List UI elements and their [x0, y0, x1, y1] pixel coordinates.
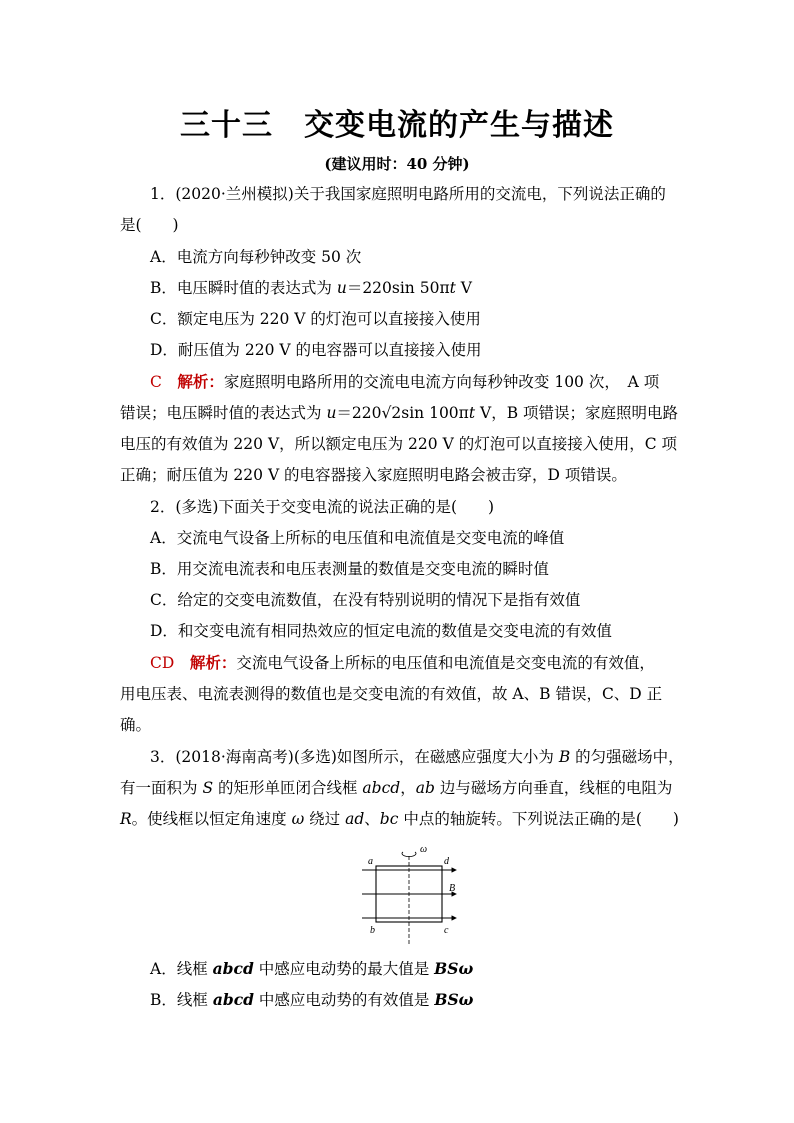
figure-label-omega: ω	[420, 844, 428, 855]
figure-label-a: a	[368, 856, 373, 867]
q2-analysis-label: 解析：	[189, 653, 237, 672]
q3-option-a: A．线框 abcd 中感应电动势的最大值是 BSω	[150, 959, 474, 978]
q1-analysis-line-1: C 解析：家庭照明电路所用的交流电电流方向每秒钟改变 100 次， A 项	[150, 372, 660, 391]
q1-stem-line-2: 是( )	[120, 216, 179, 234]
q2-option-d: D．和交变电流有相同热效应的恒定电流的数值是交变电流的有效值	[150, 622, 612, 640]
q2-option-b: B．用交流电流表和电压表测量的数值是交变电流的瞬时值	[150, 560, 549, 578]
q2-analysis-line-1: CD 解析：交流电气设备上所标的电压值和电流值是交变电流的有效值，	[150, 653, 655, 672]
q1-option-a: A．电流方向每秒钟改变 50 次	[150, 248, 362, 266]
q2-option-c: C．给定的交变电流数值，在没有特别说明的情况下是指有效值	[150, 591, 581, 609]
q1-analysis-line-2: 错误；电压瞬时值的表达式为 u＝220√2sin 100πt V，B 项错误；家庭照明电路	[120, 404, 679, 422]
q2-analysis-line-2: 用电压表、电流表测得的数值也是交变电流的有效值，故 A、B 错误，C、D 正	[120, 685, 663, 703]
q1-option-c: C．额定电压为 220 V 的灯泡可以直接接入使用	[150, 310, 481, 328]
q1-option-b: B．电压瞬时值的表达式为 u＝220sin 50πt V	[150, 279, 472, 297]
q1-analysis-line-3: 电压的有效值为 220 V，所以额定电压为 220 V 的灯泡可以直接接入使用，C 项	[120, 435, 677, 453]
q1-option-d: D．耐压值为 220 V 的电容器可以直接接入使用	[150, 341, 482, 359]
figure-label-c: c	[444, 925, 449, 936]
rotation-arrow-icon	[402, 852, 416, 857]
coil-in-magnetic-field-figure	[356, 842, 466, 946]
q3-stem-line-1: 3．(2018·海南高考)(多选)如图所示，在磁感应强度大小为 B 的匀强磁场中，	[150, 748, 684, 766]
q2-analysis-line-3: 确。	[120, 716, 152, 734]
q2-option-a: A．交流电气设备上所标的电压值和电流值是交变电流的峰值	[150, 529, 565, 547]
q1-analysis-label: 解析：	[177, 372, 224, 391]
figure-svg	[356, 842, 466, 946]
figure-label-field: B	[449, 883, 456, 894]
page-title: 三十三 交变电流的产生与描述	[180, 108, 614, 143]
suggested-time: (建议用时：40 分钟)	[324, 155, 470, 173]
q3-option-b: B．线框 abcd 中感应电动势的有效值是 BSω	[150, 990, 474, 1009]
q1-answer: C	[150, 373, 162, 391]
figure-label-d: d	[444, 856, 449, 867]
q3-stem-line-2: 有一面积为 S 的矩形单匝闭合线框 abcd，ab 边与磁场方向垂直，线框的电阻为	[120, 779, 673, 797]
q1-analysis-line-4: 正确；耐压值为 220 V 的电容器接入家庭照明电路会被击穿，D 项错误。	[120, 466, 627, 484]
figure-label-b: b	[370, 925, 375, 936]
q3-stem-line-3: R。使线框以恒定角速度 ω 绕过 ad、bc 中点的轴旋转。下列说法正确的是( )	[120, 810, 679, 828]
q1-stem-line-1: 1．(2020·兰州模拟)关于我国家庭照明电路所用的交流电，下列说法正确的	[150, 185, 666, 203]
q2-answer: CD	[150, 654, 175, 672]
q2-stem: 2．(多选)下面关于交变电流的说法正确的是( )	[150, 498, 495, 516]
